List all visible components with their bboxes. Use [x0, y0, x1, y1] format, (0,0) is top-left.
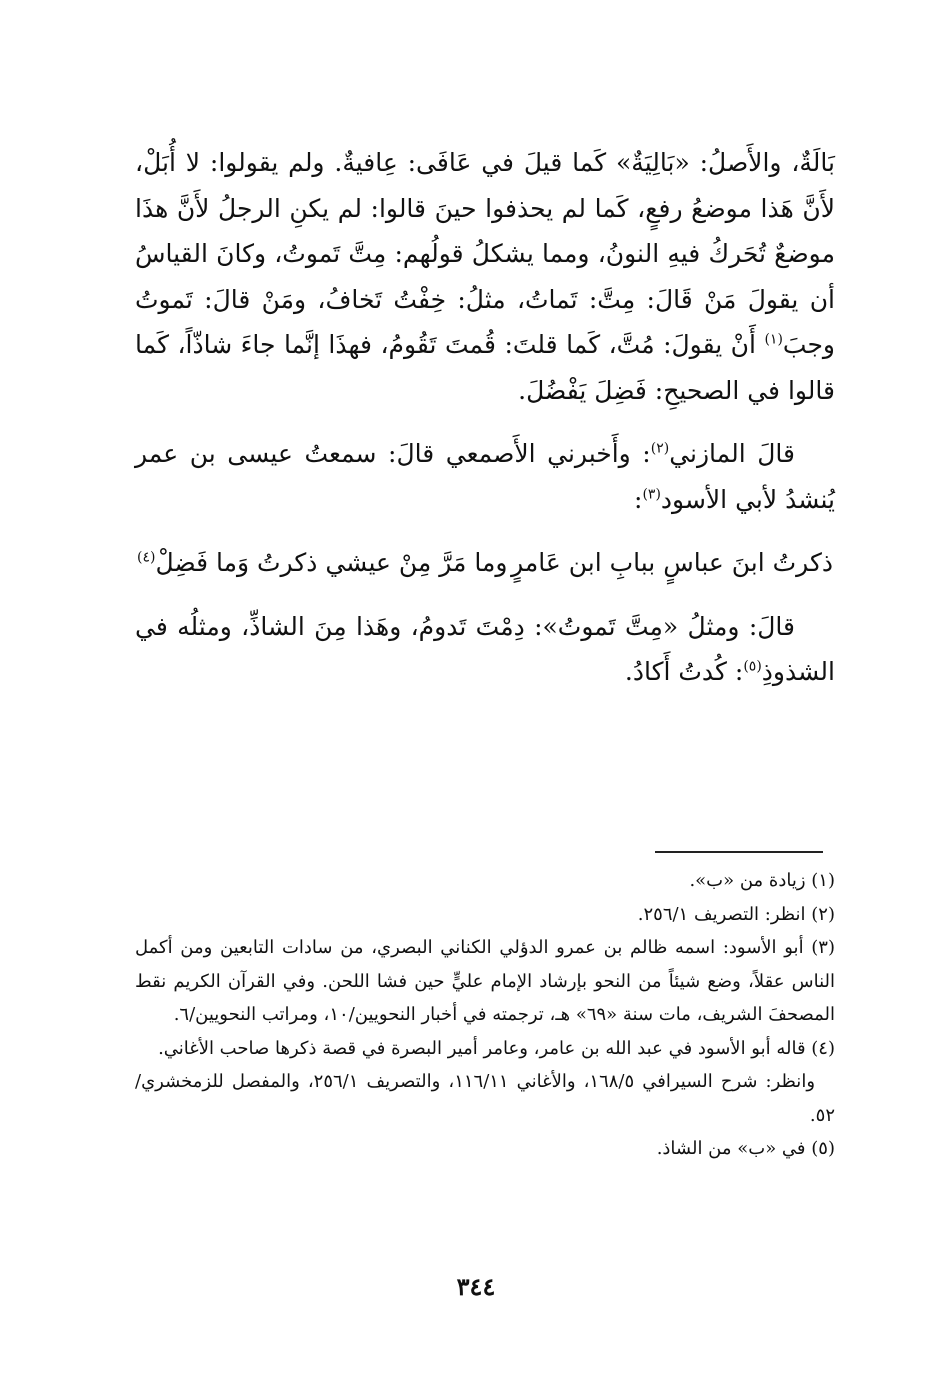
footnote-ref-3: (٣)	[642, 486, 661, 503]
paragraph-3: قالَ: ومثلُ «مِتَّ تَموتُ»: دِمْتَ تَدومُ، وهَذا مِنَ الشاذِّ، ومثلُه في الشذوذِ$^{(٥)}$: كُدتُ أَكادُ.	[135, 611, 835, 686]
verse-second-hemistich: وما مَرَّ مِنْ عيشي ذكرتُ وَما فَضِلْ$^{(٤)}$	[137, 548, 508, 577]
footnote-5: (٥) في «ب» من الشاذ.	[656, 1138, 835, 1159]
poem-verse	[135, 540, 835, 586]
main-text	[135, 140, 835, 695]
footnote-4: (٤) قاله أبو الأسود في عبد الله بن عامر، وعامر أمير البصرة في قصة ذكرها صاحب الأغاني.	[158, 1037, 835, 1059]
footnote-ref-2: (٢)	[650, 440, 670, 457]
paragraph-2: قالَ المازني$^{(٢)}$: وأَخبرني الأَصمعي قالَ: سمعتُ عيسى بن عمر يُنشدُ لأبي الأسود$^{(٣)}$:	[135, 439, 835, 514]
page-number: ٣٤٤	[456, 1272, 496, 1301]
footnotes	[135, 864, 835, 1166]
footnote-separator	[655, 851, 823, 853]
footnote-1: (١) زيادة من «ب».	[689, 870, 835, 891]
footnote-ref-1: (١)	[764, 331, 783, 348]
footnote-2: (٢) انظر: التصريف ٢٥٦/١.	[637, 903, 835, 925]
footnote-4-continued: وانظر: شرح السيرافي ١٦٨/٥، والأغاني ١١٦/١١، والتصريف ٢٥٦/١، والمفصل للزمخشري/٥٢.	[135, 1071, 835, 1126]
verse-first-hemistich: ذكرتُ ابنَ عباسٍ ببابِ ابن عَامرٍ	[511, 548, 833, 577]
paragraph-1: بَالَةٌ، والأَصلُ: «بَالِيَةٌ» كَما قيلَ في عَافَى: عِافيةٌ. ولم يقولوا: لا أُبَلْ، لأَنَّ هَذا موضعُ رفعٍ، كَما لم يحذفوا حينَ قالوا: لم يكنِ الرجلُ لأَنَّ هذَا موضعٌ تُحَركُ فيهِ النونُ، ومما يشكلُ قولُهم: مِتَّ تَموتُ، وكانَ القياسُ أن يقولَ مَنْ قَالَ: مِتَّ: تَماتُ، مثلُ: خِفْتُ تَخافُ، ومَنْ قالَ: تَموتُ وجبَ$^{(١)}$ أَنْ يقولَ: مُتَّ، كَما قلتَ: قُمتَ تَقُومُ، فهذَا إنَّما جاءَ شاذّاً، كَما قالوا في الصحيحِ: فَضِلَ يَفْضُلَ.	[135, 148, 835, 405]
footnote-ref-4: (٤)	[137, 549, 156, 566]
footnote-3: (٣) أبو الأسود: اسمه ظالم بن عمرو الدؤلي الكناني البصري، من سادات التابعين ومن أكمل الناس عقلاً، وضع شيئاً من النحو بإرشاد الإمام عليٍّ حين فشا اللحن. وفي القرآن الكريم نقط المصحفَ الشريف، مات سنة «٦٩» هـ، ترجمته في أخبار النحويين/١٠، ومراتب النحويين/٦.	[135, 937, 835, 1025]
footnote-ref-5: (٥)	[743, 658, 762, 675]
